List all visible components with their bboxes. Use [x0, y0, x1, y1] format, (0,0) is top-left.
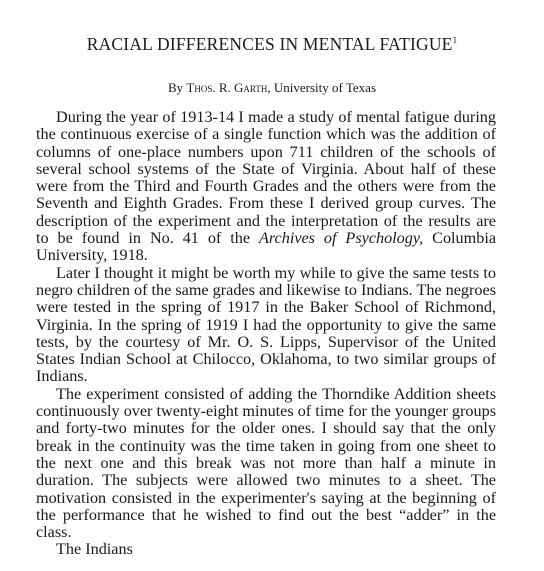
byline	[0, 80, 544, 96]
journal-title: Archives of Psychology,	[258, 229, 424, 248]
paragraph-4-partial: The Indians	[56, 540, 133, 559]
paragraph-2: Later I thought it might be worth my while to give the same tests to negro children of the same grades and likewise to Indians. The negroes were tested in the spring of 1917 in the Baker School of Richmond, Virginia. In the spring of 1919 I had the opportunity to give the same tests, by the courtesy of Mr. O. S. Lipps, Supervisor of the United States Indian School at Chilocco, Oklahoma, to two similar groups of Indians.	[36, 263, 496, 386]
paragraph-1	[36, 109, 496, 265]
article-title	[0, 34, 544, 55]
title-footnote-mark: 1	[452, 35, 458, 46]
paragraph-3: The experiment consisted of adding the Thorndike Addition sheets continuously over twenty-eight minutes of time for the younger groups and forty-two minutes for the older ones. I should say that the only break in the continuity was the time taken in going from one sheet to the next one and this break was not more than half a minute in duration. The subjects were allowed two minutes to a sheet. The motivation consisted in the experimenter's saying at the beginning of the performance that he wished to find out the best “adder” in the class.	[36, 384, 496, 542]
author-affiliation: University of Texas	[273, 80, 376, 95]
paragraph-1-text-a: During the year of 1913-14 I made a study of mental fatigue during the continuous exercise of a single function which was the addition of columns of one-place numbers upon 711 children of the schools of several school systems of the State of Virginia. About half of these were from the Third and Fourth Grades and the others were from the Seventh and Eighth Grades. From these I derived group curves. The description of the experiment and the interpretation of the results are to be found in No. 41 of the	[36, 108, 496, 248]
article-body	[36, 108, 496, 559]
byline-prefix: By	[168, 80, 184, 95]
author-name: Thos. R. Garth,	[186, 80, 271, 95]
title-text: RACIAL DIFFERENCES IN MENTAL FATIGUE	[86, 34, 453, 54]
paragraph-1-text-b: Columbia University, 1918.	[36, 229, 496, 265]
